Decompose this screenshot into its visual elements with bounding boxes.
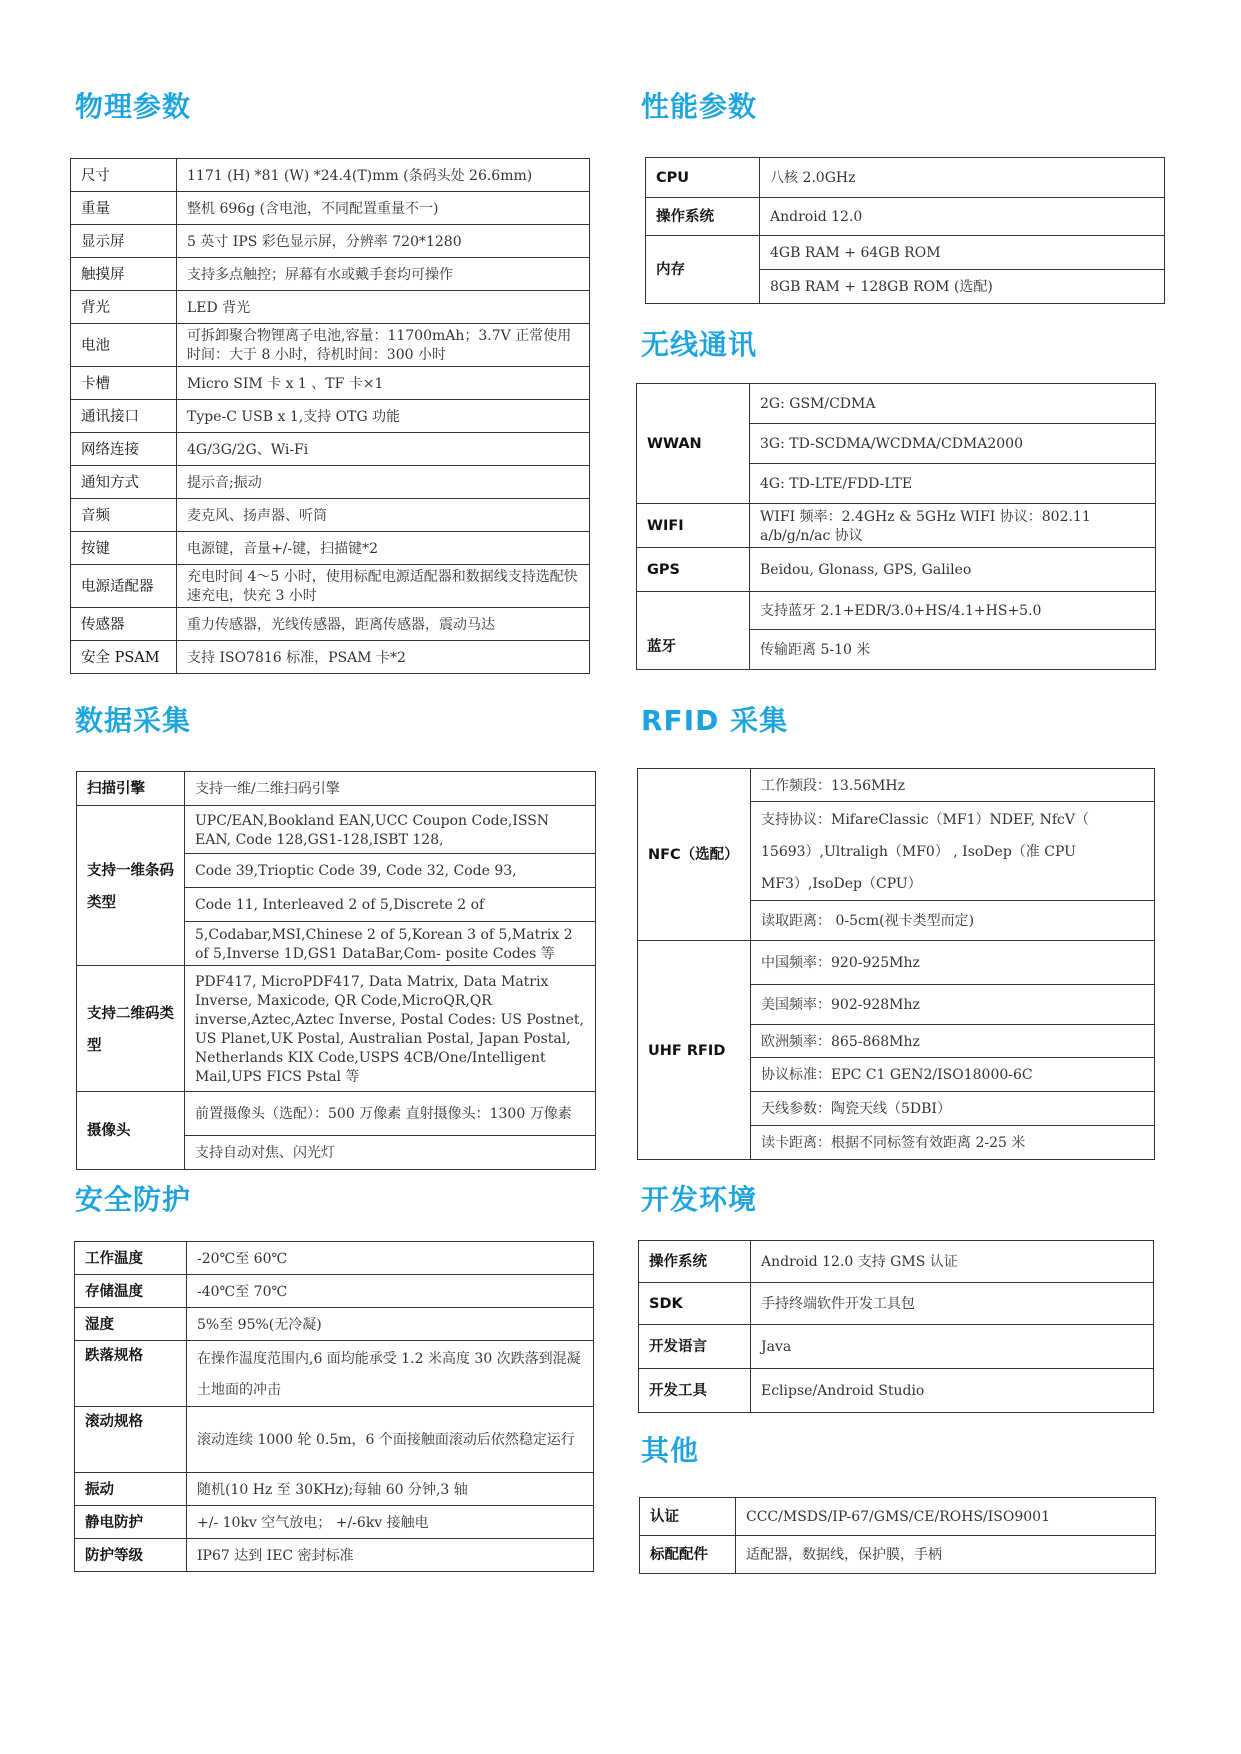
spec-value: Code 11, Interleaved 2 of 5,Discrete 2 of bbox=[185, 888, 596, 922]
spec-label: 湿度 bbox=[75, 1308, 187, 1341]
spec-value: Eclipse/Android Studio bbox=[751, 1369, 1154, 1413]
spec-value: LED 背光 bbox=[177, 291, 590, 324]
spec-row bbox=[71, 400, 590, 433]
spec-label: 操作系统 bbox=[646, 198, 760, 236]
spec-row bbox=[639, 1241, 1154, 1283]
spec-label: 支持一维条码类型 bbox=[77, 806, 185, 966]
spec-label: WWAN bbox=[637, 384, 750, 504]
spec-label: 滚动规格 bbox=[75, 1407, 187, 1473]
security-table bbox=[74, 1241, 594, 1572]
spec-label: 蓝牙 bbox=[637, 592, 750, 670]
spec-row bbox=[75, 1506, 594, 1539]
spec-value: 美国频率：902-928Mhz bbox=[751, 985, 1155, 1025]
spec-label: 标配配件 bbox=[640, 1536, 736, 1574]
spec-value: 八核 2.0GHz bbox=[760, 158, 1165, 198]
spec-row bbox=[75, 1275, 594, 1308]
spec-label: 振动 bbox=[75, 1473, 187, 1506]
spec-label: 尺寸 bbox=[71, 159, 177, 192]
spec-value: 4G: TD-LTE/FDD-LTE bbox=[750, 464, 1156, 504]
spec-label: 摄像头 bbox=[77, 1092, 185, 1170]
spec-row bbox=[75, 1407, 594, 1473]
spec-row bbox=[71, 641, 590, 674]
spec-value: Android 12.0 支持 GMS 认证 bbox=[751, 1241, 1154, 1283]
spec-value: 欧洲频率：865-868Mhz bbox=[751, 1025, 1155, 1058]
spec-value: 读卡距离：根据不同标签有效距离 2-25 米 bbox=[751, 1126, 1155, 1160]
spec-row bbox=[75, 1539, 594, 1572]
spec-row bbox=[71, 291, 590, 324]
wireless-table bbox=[636, 383, 1156, 670]
spec-value: 读取距离： 0-5cm(视卡类型而定) bbox=[751, 901, 1155, 941]
spec-label: SDK bbox=[639, 1283, 751, 1325]
spec-value: 支持一维/二维扫码引擎 bbox=[185, 772, 596, 806]
section-title-security: 安全防护 bbox=[75, 1183, 192, 1216]
spec-label: 静电防护 bbox=[75, 1506, 187, 1539]
physical-specs-body bbox=[71, 159, 590, 674]
spec-value: +/- 10kv 空气放电； +/-6kv 接触电 bbox=[187, 1506, 594, 1539]
spec-row bbox=[71, 499, 590, 532]
spec-label: 支持二维码类型 bbox=[77, 966, 185, 1092]
spec-row bbox=[71, 466, 590, 499]
section-title-wireless: 无线通讯 bbox=[641, 328, 758, 361]
spec-label: 防护等级 bbox=[75, 1539, 187, 1572]
spec-row bbox=[639, 1283, 1154, 1325]
spec-value: Java bbox=[751, 1325, 1154, 1369]
spec-value: 支持蓝牙 2.1+EDR/3.0+HS/4.1+HS+5.0 bbox=[750, 592, 1156, 630]
spec-value: Beidou, Glonass, GPS, Galileo bbox=[750, 548, 1156, 592]
spec-value: UPC/EAN,Bookland EAN,UCC Coupon Code,ISSN EAN, Code 128,GS1-128,ISBT 128, bbox=[185, 806, 596, 854]
spec-label: 触摸屏 bbox=[71, 258, 177, 291]
section-title-rfid: RFID 采集 bbox=[641, 704, 789, 737]
spec-value: 2G: GSM/CDMA bbox=[750, 384, 1156, 424]
performance-table bbox=[645, 157, 1165, 304]
spec-row bbox=[71, 532, 590, 565]
spec-value: 滚动连续 1000 轮 0.5m，6 个面接触面滚动后依然稳定运行 bbox=[187, 1407, 594, 1473]
spec-value: 前置摄像头（选配）：500 万像素 直射摄像头：1300 万像素 bbox=[185, 1092, 596, 1136]
spec-label: GPS bbox=[637, 548, 750, 592]
spec-label: 认证 bbox=[640, 1498, 736, 1536]
spec-value: 天线参数：陶瓷天线（5DBI） bbox=[751, 1092, 1155, 1126]
section-title-data-capture: 数据采集 bbox=[75, 704, 192, 737]
spec-row bbox=[71, 159, 590, 192]
spec-row bbox=[71, 225, 590, 258]
spec-row bbox=[640, 1498, 1156, 1536]
spec-value: 麦克风、扬声器、听筒 bbox=[177, 499, 590, 532]
spec-value: 支持协议：MifareClassic（MF1）NDEF, NfcV（ 15693）,Ultraligh（MF0） , IsoDep（准 CPU MF3）,IsoDep（CPU） bbox=[751, 802, 1155, 901]
spec-label: 网络连接 bbox=[71, 433, 177, 466]
security-body bbox=[75, 1242, 594, 1572]
spec-value: Code 39,Trioptic Code 39, Code 32, Code 93, bbox=[185, 854, 596, 888]
spec-row bbox=[71, 192, 590, 225]
rfid-table bbox=[637, 768, 1155, 1160]
spec-value: 充电时间 4～5 小时，使用标配电源适配器和数据线支持选配快速充电，快充 3 小时 bbox=[177, 565, 590, 608]
spec-value: IP67 达到 IEC 密封标准 bbox=[187, 1539, 594, 1572]
spec-label: 内存 bbox=[646, 236, 760, 304]
spec-row bbox=[71, 565, 590, 608]
spec-label: 音频 bbox=[71, 499, 177, 532]
spec-label: 操作系统 bbox=[639, 1241, 751, 1283]
spec-value: 提示音;振动 bbox=[177, 466, 590, 499]
other-table bbox=[639, 1497, 1156, 1574]
spec-row bbox=[75, 1242, 594, 1275]
spec-value: 随机(10 Hz 至 30KHz);每轴 60 分钟,3 轴 bbox=[187, 1473, 594, 1506]
spec-value: 5,Codabar,MSI,Chinese 2 of 5,Korean 3 of 5,Matrix 2 of 5,Inverse 1D,GS1 DataBar,Com- posite Codes 等 bbox=[185, 922, 596, 966]
spec-value: 电源键，音量+/-键，扫描键*2 bbox=[177, 532, 590, 565]
section-title-dev-env: 开发环境 bbox=[641, 1183, 758, 1216]
dev-env-table bbox=[638, 1240, 1154, 1413]
spec-label: 通知方式 bbox=[71, 466, 177, 499]
spec-row bbox=[75, 1308, 594, 1341]
spec-label: WIFI bbox=[637, 504, 750, 548]
spec-label: 通讯接口 bbox=[71, 400, 177, 433]
spec-value: 5 英寸 IPS 彩色显示屏，分辨率 720*1280 bbox=[177, 225, 590, 258]
spec-value: Type-C USB x 1,支持 OTG 功能 bbox=[177, 400, 590, 433]
spec-value: Android 12.0 bbox=[760, 198, 1165, 236]
spec-label: 电池 bbox=[71, 324, 177, 367]
spec-value: 4G/3G/2G、Wi-Fi bbox=[177, 433, 590, 466]
spec-label: 存储温度 bbox=[75, 1275, 187, 1308]
spec-value: 中国频率：920-925Mhz bbox=[751, 941, 1155, 985]
spec-value: 8GB RAM + 128GB ROM (选配) bbox=[760, 270, 1165, 304]
spec-label: 电源适配器 bbox=[71, 565, 177, 608]
spec-value: 1171 (H) *81 (W) *24.4(T)mm (条码头处 26.6mm) bbox=[177, 159, 590, 192]
spec-value: 传输距离 5-10 米 bbox=[750, 630, 1156, 670]
section-title-performance: 性能参数 bbox=[641, 90, 758, 123]
spec-label: NFC（选配） bbox=[638, 769, 751, 941]
spec-value: 整机 696g (含电池，不同配置重量不一) bbox=[177, 192, 590, 225]
spec-label: 跌落规格 bbox=[75, 1341, 187, 1407]
spec-row bbox=[75, 1341, 594, 1407]
spec-label: CPU bbox=[646, 158, 760, 198]
spec-value: 手持终端软件开发工具包 bbox=[751, 1283, 1154, 1325]
spec-row bbox=[640, 1536, 1156, 1574]
spec-value: 重力传感器，光线传感器，距离传感器，震动马达 bbox=[177, 608, 590, 641]
spec-row bbox=[639, 1369, 1154, 1413]
spec-label: 工作温度 bbox=[75, 1242, 187, 1275]
spec-value: 可拆卸聚合物锂离子电池,容量：11700mAh；3.7V 正常使用时间：大于 8 小时，待机时间：300 小时 bbox=[177, 324, 590, 367]
spec-label: 显示屏 bbox=[71, 225, 177, 258]
spec-value: WIFI 频率：2.4GHz & 5GHz WIFI 协议：802.11 a/b/g/n/ac 协议 bbox=[750, 504, 1156, 548]
spec-value: 工作频段：13.56MHz bbox=[751, 769, 1155, 802]
spec-label: 卡槽 bbox=[71, 367, 177, 400]
dev-env-body bbox=[639, 1241, 1154, 1413]
spec-label: 背光 bbox=[71, 291, 177, 324]
section-title-physical: 物理参数 bbox=[75, 90, 192, 123]
spec-value: 适配器，数据线，保护膜，手柄 bbox=[736, 1536, 1156, 1574]
spec-label: 开发语言 bbox=[639, 1325, 751, 1369]
spec-row bbox=[71, 367, 590, 400]
spec-value: -20℃至 60℃ bbox=[187, 1242, 594, 1275]
spec-label: 重量 bbox=[71, 192, 177, 225]
spec-value: 支持 ISO7816 标准，PSAM 卡*2 bbox=[177, 641, 590, 674]
spec-row bbox=[75, 1473, 594, 1506]
spec-row bbox=[71, 258, 590, 291]
spec-value: 在操作温度范围内,6 面均能承受 1.2 米高度 30 次跌落到混凝土地面的冲击 bbox=[187, 1341, 594, 1407]
section-title-other: 其他 bbox=[641, 1434, 700, 1467]
spec-value: 支持多点触控；屏幕有水或戴手套均可操作 bbox=[177, 258, 590, 291]
spec-value: 3G: TD-SCDMA/WCDMA/CDMA2000 bbox=[750, 424, 1156, 464]
spec-value: PDF417, MicroPDF417, Data Matrix, Data Matrix Inverse, Maxicode, QR Code,MicroQR,QR inverse,Aztec,Aztec Inverse, Postal Codes: US Postnet, US Planet,UK Postal, Australian Postal, Japan Postal, Netherlands KIX Code,USPS 4CB/One/Intelligent Mail,UPS FICS Pstal 等 bbox=[185, 966, 596, 1092]
spec-label: 扫描引擎 bbox=[77, 772, 185, 806]
spec-label: 传感器 bbox=[71, 608, 177, 641]
other-body bbox=[640, 1498, 1156, 1574]
physical-specs-table bbox=[70, 158, 590, 674]
spec-value: CCC/MSDS/IP-67/GMS/CE/ROHS/ISO9001 bbox=[736, 1498, 1156, 1536]
spec-row bbox=[639, 1325, 1154, 1369]
spec-value: 5%至 95%(无冷凝) bbox=[187, 1308, 594, 1341]
spec-row bbox=[71, 324, 590, 367]
spec-label: UHF RFID bbox=[638, 941, 751, 1160]
spec-label: 按键 bbox=[71, 532, 177, 565]
spec-value: -40℃至 70℃ bbox=[187, 1275, 594, 1308]
spec-row bbox=[71, 608, 590, 641]
spec-label: 安全 PSAM bbox=[71, 641, 177, 674]
data-capture-table bbox=[76, 771, 596, 1170]
spec-row bbox=[71, 433, 590, 466]
spec-value: 4GB RAM + 64GB ROM bbox=[760, 236, 1165, 270]
spec-label: 开发工具 bbox=[639, 1369, 751, 1413]
spec-value: 支持自动对焦、闪光灯 bbox=[185, 1136, 596, 1170]
spec-value: 协议标准：EPC C1 GEN2/ISO18000-6C bbox=[751, 1058, 1155, 1092]
spec-value: Micro SIM 卡 x 1 、TF 卡×1 bbox=[177, 367, 590, 400]
